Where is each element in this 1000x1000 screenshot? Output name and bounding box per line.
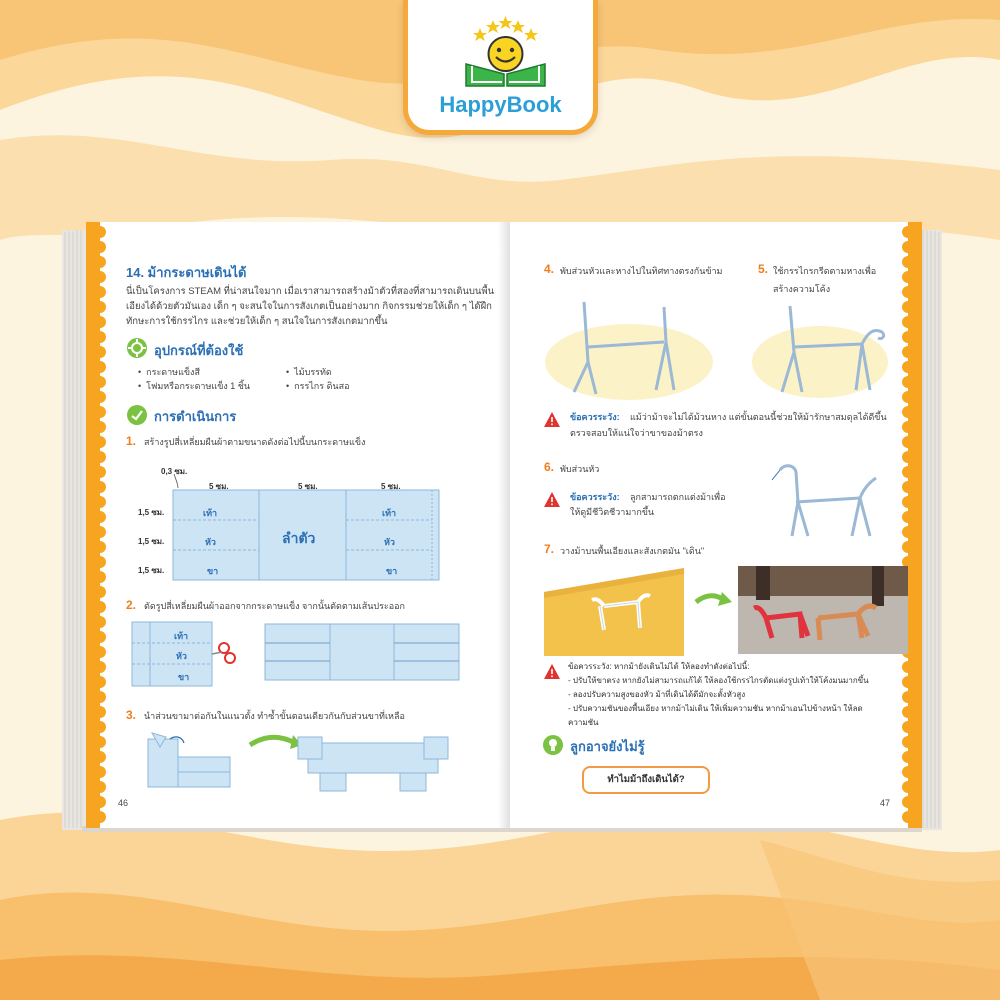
scalloped-border-left	[86, 222, 108, 828]
procedure-title: การดำเนินการ	[154, 409, 237, 424]
slope-illustration	[544, 566, 910, 658]
step-text: สร้างรูปสี่เหลี่ยมผืนผ้าตามขนาดดังต่อไปนี้บนกระดาษแข็ง	[144, 437, 366, 447]
foot-label: เท้า	[382, 508, 397, 518]
step-number: 7.	[544, 542, 555, 556]
cutout-diagram	[126, 462, 466, 587]
step-text: พับส่วนหัว	[560, 464, 600, 474]
troubleshoot-text: - ปรับให้ขาตรง หากยังไม่สามารถแก้ได้ ให้ลองใช้กรรไกรตัดแต่งรูปเท้าให้โค้งมนมากขึ้น	[568, 676, 869, 685]
lightbulb-badge-icon	[542, 734, 564, 756]
foot-label: เท้า	[203, 508, 218, 518]
step-number: 6.	[544, 460, 555, 474]
kids-title: ลูกอาจยังไม่รู้	[570, 739, 645, 754]
step-number: 3.	[126, 708, 137, 722]
step-text: ตัดรูปสี่เหลี่ยมผืนผ้าออกจากกระดาษแข็ง จากนั้นตัดตามเส้นประออก	[144, 601, 406, 611]
warning-icon	[544, 492, 560, 507]
warning-icon	[544, 412, 560, 427]
open-book	[62, 222, 942, 834]
warning-text: ตรวจสอบให้แน่ใจว่าขาของม้าตรง	[570, 428, 703, 438]
curl-tail-illustration	[750, 292, 900, 402]
page-title: 14. ม้ากระดาษเดินได้	[126, 265, 247, 280]
dim-label: 5 ซม.	[298, 482, 318, 491]
dim-label: 1,5 ซม.	[138, 508, 165, 517]
troubleshoot-text: - ปรับความชันของพื้นเอียง หากม้าไม่เดิน ให้เพิ่มความชัน หากม้าเอนไปข้างหน้า ให้ลด	[568, 704, 863, 713]
warning-text: ให้ดูมีชีวิตชีวามากขึ้น	[570, 507, 655, 517]
assembly-illustration	[130, 727, 470, 797]
leg-label: ขา	[207, 566, 219, 576]
step-number: 2.	[126, 598, 137, 612]
step-text: ใช้กรรไกรกรีดตามหางเพื่อ	[773, 266, 877, 276]
material-item: • กระดาษแข็งสี	[138, 367, 200, 377]
step-number: 4.	[544, 262, 555, 276]
dim-label: 1,5 ซม.	[138, 566, 165, 575]
warning-label: ข้อควรระวัง:	[570, 412, 620, 422]
material-item: • ไม้บรรทัด	[286, 367, 332, 377]
warning-text: ลูกสามารถตกแต่งม้าเพื่อ	[630, 492, 726, 502]
right-page	[510, 222, 922, 828]
dim-label: 0,3 ซม.	[161, 467, 188, 476]
troubleshoot-text: ความชัน	[568, 718, 599, 727]
page-number: 47	[880, 798, 891, 808]
troubleshoot-text: ข้อควรระวัง: หากม้ายังเดินไม่ได้ ให้ลองทำดังต่อไปนี้:	[568, 662, 750, 671]
warning-text: แม้ว่าม้าจะไม่ได้ม้วนหาง แต่ขั้นตอนนี้ช่วยให้ม้ารักษาสมดุลได้ดีขึ้น	[630, 412, 887, 422]
body-label: ลำตัว	[282, 530, 316, 546]
dim-label: 1,5 ซม.	[138, 537, 165, 546]
dim-label: 5 ซม.	[381, 482, 401, 491]
step-number: 1.	[126, 434, 137, 448]
brand-logo	[403, 0, 598, 135]
brand-name: HappyBook	[439, 92, 562, 117]
head-label: หัว	[176, 651, 187, 661]
troubleshoot-text: - ลองปรับความสูงของหัว ม้าที่เดินได้ดีมักจะตั้งหัวสูง	[568, 690, 746, 699]
question-box: ทำไมม้าถึงเดินได้?	[582, 766, 710, 794]
happy-book-icon	[458, 14, 553, 89]
fold-horse-illustration	[544, 292, 714, 402]
step-text: สร้างความโค้ง	[773, 284, 831, 294]
leg-label: ขา	[386, 566, 398, 576]
head-fold-illustration	[766, 458, 886, 538]
step-text: วางม้าบนพื้นเอียงและสังเกตมัน "เดิน"	[560, 546, 705, 556]
dim-label: 5 ซม.	[209, 482, 229, 491]
left-page	[86, 222, 510, 828]
step-number: 5.	[758, 262, 769, 276]
head-label: หัว	[384, 537, 395, 547]
foot-label: เท้า	[174, 631, 189, 641]
materials-title: อุปกรณ์ที่ต้องใช้	[154, 343, 244, 358]
material-item: • โฟมหรือกระดาษแข็ง 1 ชิ้น	[138, 381, 251, 391]
gear-badge-icon	[126, 337, 148, 359]
intro-paragraph: นี่เป็นโครงการ STEAM ที่น่าสนใจมาก เมื่อเราสามารถสร้างม้าตัวที่สองที่สามารถเดินบนพื้น เอียงได้ด้วยตัวมันเอง เด็ก ๆ จะสนใจในการสังเกตเป็นอย่างมาก กิจกรรมช่วยให้เด็ก ๆ ได้ฝึก ทักษะการใช้กรรไกร และช่วยให้เด็ก ๆ สนใจในการสังเกตมากขึ้น	[126, 286, 495, 327]
step-text: พับส่วนหัวและหางไปในทิศทางตรงกันข้าม	[560, 266, 723, 276]
head-label: หัว	[205, 537, 216, 547]
page-number: 46	[118, 798, 129, 808]
warning-icon	[544, 664, 560, 679]
warning-label: ข้อควรระวัง:	[570, 492, 620, 502]
material-item: • กรรไกร ดินสอ	[286, 381, 350, 391]
step-text: นำส่วนขามาต่อกันในแนวตั้ง ทำซ้ำขั้นตอนเดียวกันกับส่วนขาที่เหลือ	[144, 711, 405, 721]
scalloped-border-right	[900, 222, 922, 828]
leg-label: ขา	[178, 672, 190, 682]
process-badge-icon	[126, 404, 148, 426]
